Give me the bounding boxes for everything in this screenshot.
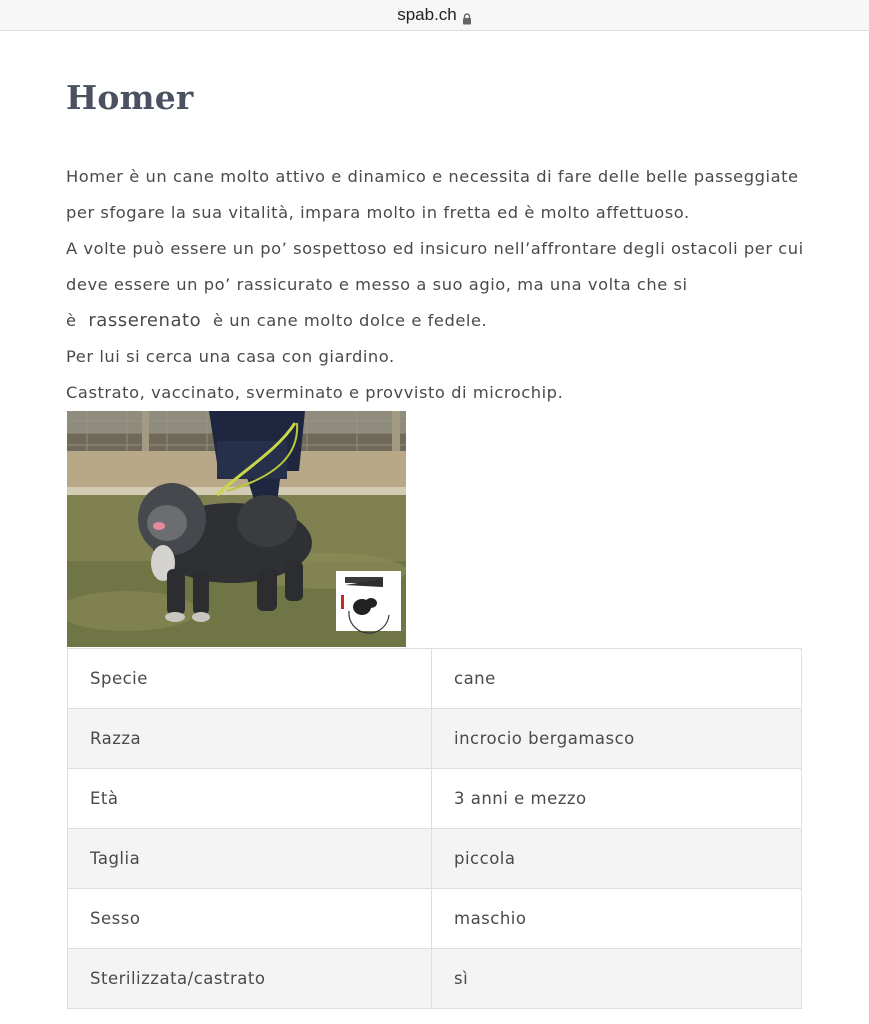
detail-value: cane (432, 649, 802, 709)
dog-photo[interactable] (67, 411, 406, 647)
detail-value: sì (432, 949, 802, 1009)
detail-value: maschio (432, 889, 802, 949)
description-line: Per lui si cerca una casa con giardino. (66, 347, 395, 366)
url-text[interactable]: spab.ch (397, 5, 457, 24)
description-emphasis: rasserenato (88, 310, 202, 331)
table-row (68, 649, 802, 709)
details-table (67, 648, 802, 1009)
detail-value: 3 anni e mezzo (432, 769, 802, 829)
description-text: è un cane molto dolce e fedele. (212, 311, 488, 330)
description-line: A volte può essere un po’ sospettoso ed insicuro nell’affrontare degli ostacoli per cui (66, 239, 804, 258)
detail-key: Razza (68, 709, 432, 769)
description-line (66, 303, 826, 339)
table-row (68, 949, 802, 1009)
spab-logo (336, 571, 401, 633)
detail-key: Taglia (68, 829, 432, 889)
detail-key: Sterilizzata/castrato (68, 949, 432, 1009)
description (66, 159, 826, 411)
dog-photo-illustration (67, 411, 406, 647)
lock-icon (462, 10, 472, 22)
detail-key: Sesso (68, 889, 432, 949)
detail-value: incrocio bergamasco (432, 709, 802, 769)
description-line: Homer è un cane molto attivo e dinamico e necessita di fare delle belle passeggiate (66, 167, 799, 186)
description-line: Castrato, vaccinato, sverminato e provvisto di microchip. (66, 383, 564, 402)
table-row (68, 829, 802, 889)
detail-key: Specie (68, 649, 432, 709)
description-word: è (66, 311, 77, 330)
table-row (68, 709, 802, 769)
address-bar[interactable] (0, 0, 869, 31)
page-title: Homer (66, 78, 194, 117)
description-line: per sfogare la sua vitalità, impara molto in fretta ed è molto affettuoso. (66, 203, 690, 222)
detail-value: piccola (432, 829, 802, 889)
detail-key: Età (68, 769, 432, 829)
table-row (68, 769, 802, 829)
description-line: deve essere un po’ rassicurato e messo a suo agio, ma una volta che si (66, 275, 688, 294)
table-row (68, 889, 802, 949)
